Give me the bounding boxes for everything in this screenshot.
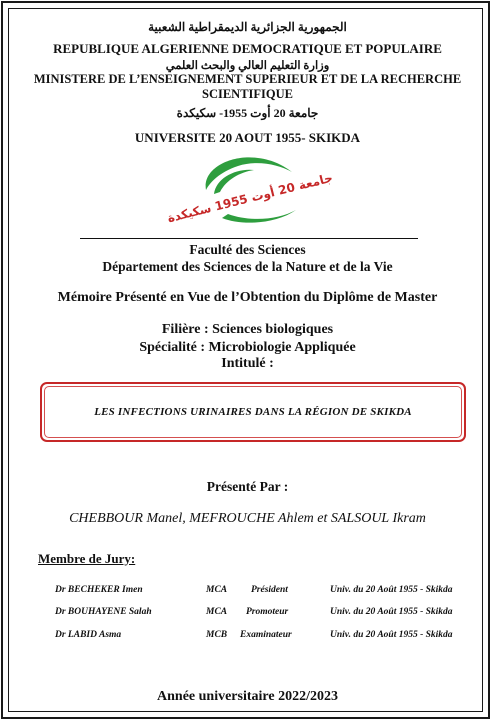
jury-member-name: Dr LABID Asma	[55, 630, 122, 640]
jury-member-name: Dr BECHEKER Imen	[55, 585, 143, 595]
arabic-ministry-line: وزارة التعليم العالي والبحث العلمي	[165, 60, 330, 72]
thesis-title-box	[40, 382, 466, 442]
university-logo	[165, 150, 335, 228]
thesis-title: LES INFECTIONS URINAIRES DANS LA RÉGION DE SKIKDA	[94, 406, 412, 418]
specialite-line: Spécialité : Microbiologie Appliquée	[139, 340, 356, 355]
republic-line: REPUBLIQUE ALGERIENNE DEMOCRATIQUE ET POPULAIRE	[53, 41, 442, 56]
jury-member-grade: MCA	[206, 585, 228, 595]
ministry-line-1: MINISTERE DE L’ENSEIGNEMENT SUPERIEUR ET DE LA RECHERCHE	[33, 72, 462, 86]
faculty-name: Faculté des Sciences	[189, 242, 306, 257]
jury-member-university: Univ. du 20 Août 1955 - Skikda	[330, 630, 453, 640]
university-line: UNIVERSITE 20 AOUT 1955- SKIKDA	[134, 130, 361, 145]
jury-member-role: Promoteur	[246, 607, 289, 617]
presented-by-label: Présenté Par :	[206, 479, 289, 494]
separator-line	[80, 238, 418, 239]
jury-member-role: Président	[251, 585, 288, 595]
ministry-line-2: SCIENTIFIQUE	[202, 87, 293, 101]
jury-member-name: Dr BOUHAYENE Salah	[55, 607, 152, 617]
jury-member-university: Univ. du 20 Août 1955 - Skikda	[330, 585, 453, 595]
academic-year: Année universitaire 2022/2023	[157, 689, 338, 704]
jury-member-university: Univ. du 20 Août 1955 - Skikda	[330, 607, 453, 617]
jury-member-role: Examinateur	[240, 630, 292, 640]
memoire-line: Mémoire Présenté en Vue de l’Obtention du Diplôme de Master	[57, 290, 438, 305]
arabic-republic-line: الجمهورية الجزائرية الديمقراطية الشعبية	[148, 20, 347, 34]
logo-green-swoosh	[222, 210, 296, 223]
filiere-line: Filière : Sciences biologiques	[161, 322, 334, 337]
department-name: Département des Sciences de la Nature et de la Vie	[102, 259, 393, 274]
arabic-university-line: جامعة 20 أوت 1955- سكيكدة	[176, 106, 319, 120]
jury-member-grade: MCB	[206, 630, 228, 640]
jury-heading: Membre de Jury:	[38, 551, 136, 566]
logo-arabic-text: جامعة 20 أوت 1955 سكيكدة	[165, 170, 335, 226]
authors-line: CHEBBOUR Manel, MEFROUCHE Ahlem et SALSOUL Ikram	[69, 511, 426, 526]
jury-member-grade: MCA	[206, 607, 228, 617]
intitule-line: Intitulé :	[221, 356, 274, 371]
